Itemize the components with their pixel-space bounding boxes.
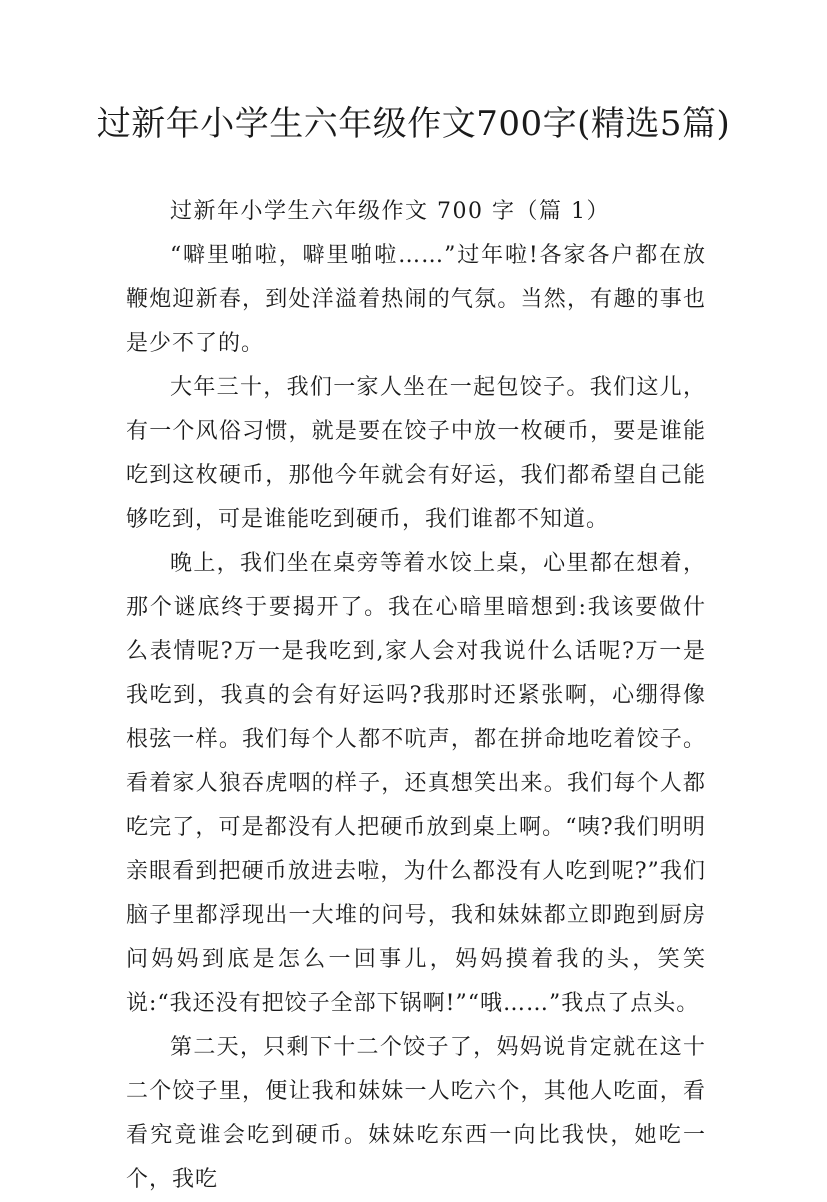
paragraph-3: 晚上，我们坐在桌旁等着水饺上桌，心里都在想着，那个谜底终于要揭开了。我在心暗里暗想到:我该要做什么表情呢?万一是我吃到,家人会对我说什么话呢?万一是我吃到，我真的会有好运吗?我那时还紧张啊，心绷得像根弦一样。我们每个人都不吭声，都在拼命地吃着饺子。看着家人狼吞虎咽的样子，还真想笑出来。我们每个人都吃完了，可是都没有人把硬币放到桌上啊。“咦?我们明明亲眼看到把硬币放进去啦，为什么都没有人吃到呢?”我们脑子里都浮现出一大堆的问号，我和妹妹都立即跑到厨房问妈妈到底是怎么一回事儿，妈妈摸着我的头，笑笑说:“我还没有把饺子全部下锅啊!”“哦……”我点了点头。 bbox=[126, 551, 706, 1016]
paragraph-2: 大年三十，我们一家人坐在一起包饺子。我们这儿，有一个风俗习惯，就是要在饺子中放一枚硬币，要是谁能吃到这枚硬币，那他今年就会有好运，我们都希望自己能够吃到，可是谁能吃到硬币，我们谁都不知道。 bbox=[126, 375, 706, 532]
essay-subtitle: 过新年小学生六年级作文 700 字（篇 1） bbox=[170, 199, 610, 224]
paragraph-4: 第二天，只剩下十二个饺子了，妈妈说肯定就在这十二个饺子里，便让我和妹妹一人吃六个，其他人吃面，看看究竟谁会吃到硬币。妹妹吃东西一向比我快，她吃一个，我吃 bbox=[126, 1035, 706, 1192]
document-title: 过新年小学生六年级作文700字(精选5篇) bbox=[96, 104, 731, 144]
paragraph-1: “噼里啪啦，噼里啪啦……”过年啦!各家各户都在放鞭炮迎新春，到处洋溢着热闹的气氛。当然，有趣的事也是少不了的。 bbox=[126, 243, 706, 356]
document-body bbox=[126, 190, 706, 1202]
